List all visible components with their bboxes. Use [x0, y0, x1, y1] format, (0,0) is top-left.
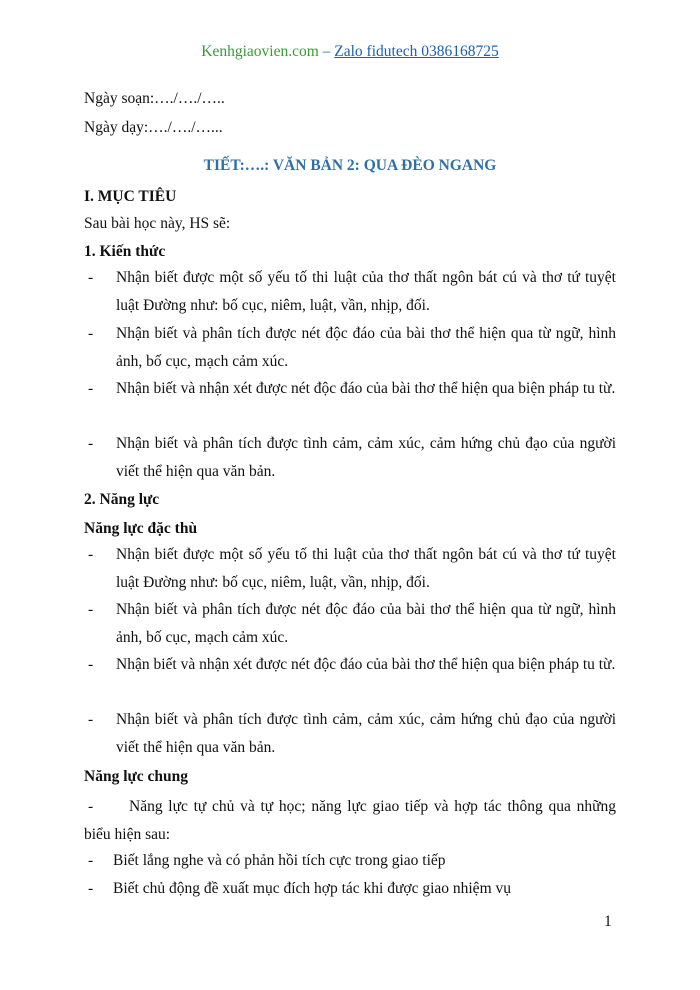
knowledge-item-text: Nhận biết và phân tích được nét độc đáo của bài thơ thể hiện qua từ ngữ, hình ảnh, bố cục, mạch cảm xúc.: [116, 325, 616, 370]
general-ability-paragraph: [84, 793, 616, 849]
general-ability-item-text: Biết chủ động đề xuất mục đích hợp tác khi được giao nhiệm vụ: [113, 880, 511, 897]
knowledge-heading: 1. Kiến thức: [84, 243, 166, 260]
general-ability-heading: Năng lực chung: [84, 768, 189, 785]
bullet-dash: -: [88, 711, 94, 728]
general-ability-item-text: Biết lắng nghe và có phản hồi tích cực trong giao tiếp: [113, 852, 446, 869]
page-number: 1: [604, 913, 612, 930]
lesson-title: TIẾT:….: VĂN BẢN 2: QUA ĐÈO NGANG: [203, 157, 497, 174]
ability-heading: 2. Năng lực: [84, 491, 160, 508]
header-separator: –: [318, 43, 335, 60]
general-ability-text: Năng lực tự chủ và tự học; năng lực giao tiếp và hợp tác thông qua những biểu hiện sau:: [84, 798, 616, 843]
page-header: [0, 42, 700, 62]
knowledge-item-text: Nhận biết và phân tích được tình cảm, cảm xúc, cảm hứng chủ đạo của người viết thể hiện qua văn bản.: [116, 435, 616, 480]
knowledge-item-text: Nhận biết được một số yếu tố thi luật của thơ thất ngôn bát cú và thơ tứ tuyệt luật Đường như: bố cục, niêm, luật, vần, nhịp, đối.: [116, 269, 616, 314]
section-objectives-heading: I. MỤC TIÊU: [84, 188, 177, 205]
bullet-dash: -: [88, 656, 94, 673]
specific-ability-item-text: Nhận biết được một số yếu tố thi luật của thơ thất ngôn bát cú và thơ tứ tuyệt luật Đường như: bố cục, niêm, luật, vần, nhịp, đối.: [116, 546, 616, 591]
bullet-dash: -: [88, 852, 94, 869]
header-contact-link[interactable]: Zalo fidutech 0386168725: [334, 43, 499, 60]
teach-date: Ngày dạy:…./…./…...: [84, 119, 223, 136]
bullet-dash: -: [88, 546, 94, 563]
bullet-dash: -: [88, 380, 94, 397]
knowledge-item-text: Nhận biết và nhận xét được nét độc đáo của bài thơ thể hiện qua biện pháp tu từ.: [116, 380, 616, 397]
bullet-dash: -: [88, 269, 94, 286]
specific-ability-heading: Năng lực đặc thù: [84, 520, 198, 537]
bullet-dash: -: [88, 325, 94, 342]
bullet-dash: -: [88, 601, 94, 618]
bullet-dash: -: [88, 880, 94, 897]
objectives-intro: Sau bài học này, HS sẽ:: [84, 215, 231, 232]
bullet-dash: -: [88, 435, 94, 452]
specific-ability-item-text: Nhận biết và nhận xét được nét độc đáo của bài thơ thể hiện qua biện pháp tu từ.: [116, 656, 616, 673]
specific-ability-item-text: Nhận biết và phân tích được nét độc đáo của bài thơ thể hiện qua từ ngữ, hình ảnh, bố cục, mạch cảm xúc.: [116, 601, 616, 646]
specific-ability-item-text: Nhận biết và phân tích được tình cảm, cảm xúc, cảm hứng chủ đạo của người viết thể hiện qua văn bản.: [116, 711, 616, 756]
header-site-link[interactable]: Kenhgiaovien.com: [201, 43, 319, 60]
prepare-date: Ngày soạn:…./…./…..: [84, 90, 225, 107]
bullet-dash: -: [88, 798, 94, 815]
